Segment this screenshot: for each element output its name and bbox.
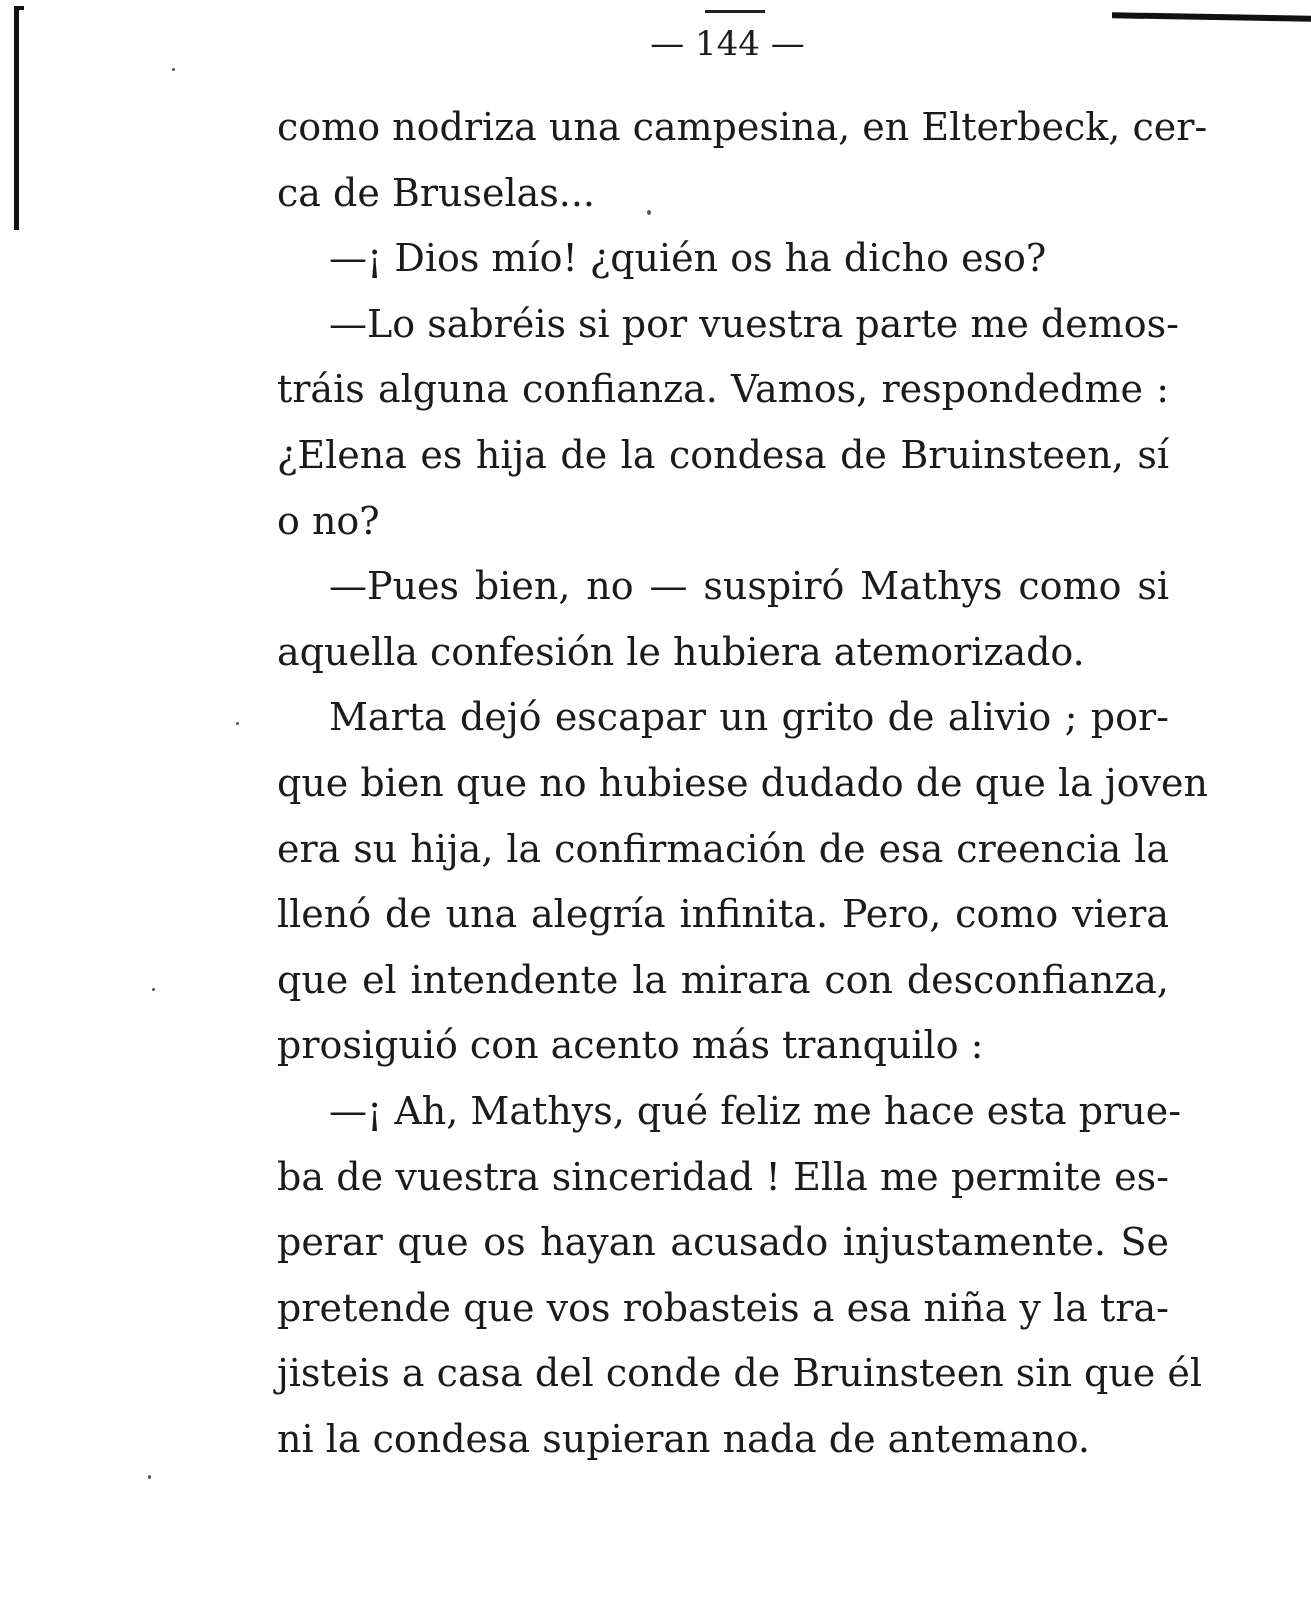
text-line: o no? <box>277 498 380 543</box>
text-line: aquella confesión le hubiera atemorizado. <box>277 629 1085 674</box>
body-text <box>277 95 1208 1472</box>
scan-speck <box>236 722 239 725</box>
scan-edge-top-right <box>1112 12 1311 21</box>
text-line: jisteis a casa del conde de Bruinsteen sin que él <box>277 1351 1203 1396</box>
text-line: ba de vuestra sinceridad ! Ella me permite es- <box>277 1154 1169 1199</box>
text-line: —¡ Ah, Mathys, qué feliz me hace esta prue- <box>329 1088 1182 1133</box>
text-line: tráis alguna confianza. Vamos, respondedme : <box>277 367 1169 412</box>
paragraph <box>277 292 1179 554</box>
text-line: Marta dejó escapar un grito de alivio ; por- <box>329 695 1169 740</box>
text-line: ca de Bruselas... <box>277 170 596 215</box>
paragraph <box>277 226 1169 292</box>
scan-edge-top-mid <box>705 10 765 13</box>
paragraph <box>277 554 1169 685</box>
text-line: que bien que no hubiese dudado de que la joven <box>277 760 1208 805</box>
text-line: que el intendente la mirara con desconfianza, <box>277 957 1169 1002</box>
text-line: prosiguió con acento más tranquilo : <box>277 1023 984 1068</box>
text-line: ¿Elena es hija de la condesa de Bruinsteen, sí <box>277 432 1169 477</box>
text-line: como nodriza una campesina, en Elterbeck, cer- <box>277 105 1208 149</box>
paragraph <box>277 95 1208 226</box>
text-line: —Pues bien, no — suspiró Mathys como si <box>329 564 1169 609</box>
text-line: perar que os hayan acusado injustamente. Se <box>277 1220 1169 1265</box>
text-line: pretende que vos robasteis a esa niña y la tra- <box>277 1285 1169 1330</box>
page-number: — 144 — <box>650 24 805 64</box>
scan-speck <box>148 1475 151 1479</box>
text-line: llenó de una alegría infinita. Pero, como viera <box>277 892 1169 937</box>
text-line: ni la condesa supieran nada de antemano. <box>277 1416 1091 1461</box>
scan-speck <box>152 988 155 991</box>
text-line: —¡ Dios mío! ¿quién os ha dicho eso? <box>329 236 1047 281</box>
paragraph <box>277 685 1208 1079</box>
text-line: era su hija, la confirmación de esa creencia la <box>277 826 1169 871</box>
scan-speck <box>172 68 175 71</box>
text-line: —Lo sabréis si por vuestra parte me demos- <box>329 301 1179 346</box>
scan-edge-left-cap <box>14 6 24 10</box>
paragraph <box>277 1079 1203 1473</box>
